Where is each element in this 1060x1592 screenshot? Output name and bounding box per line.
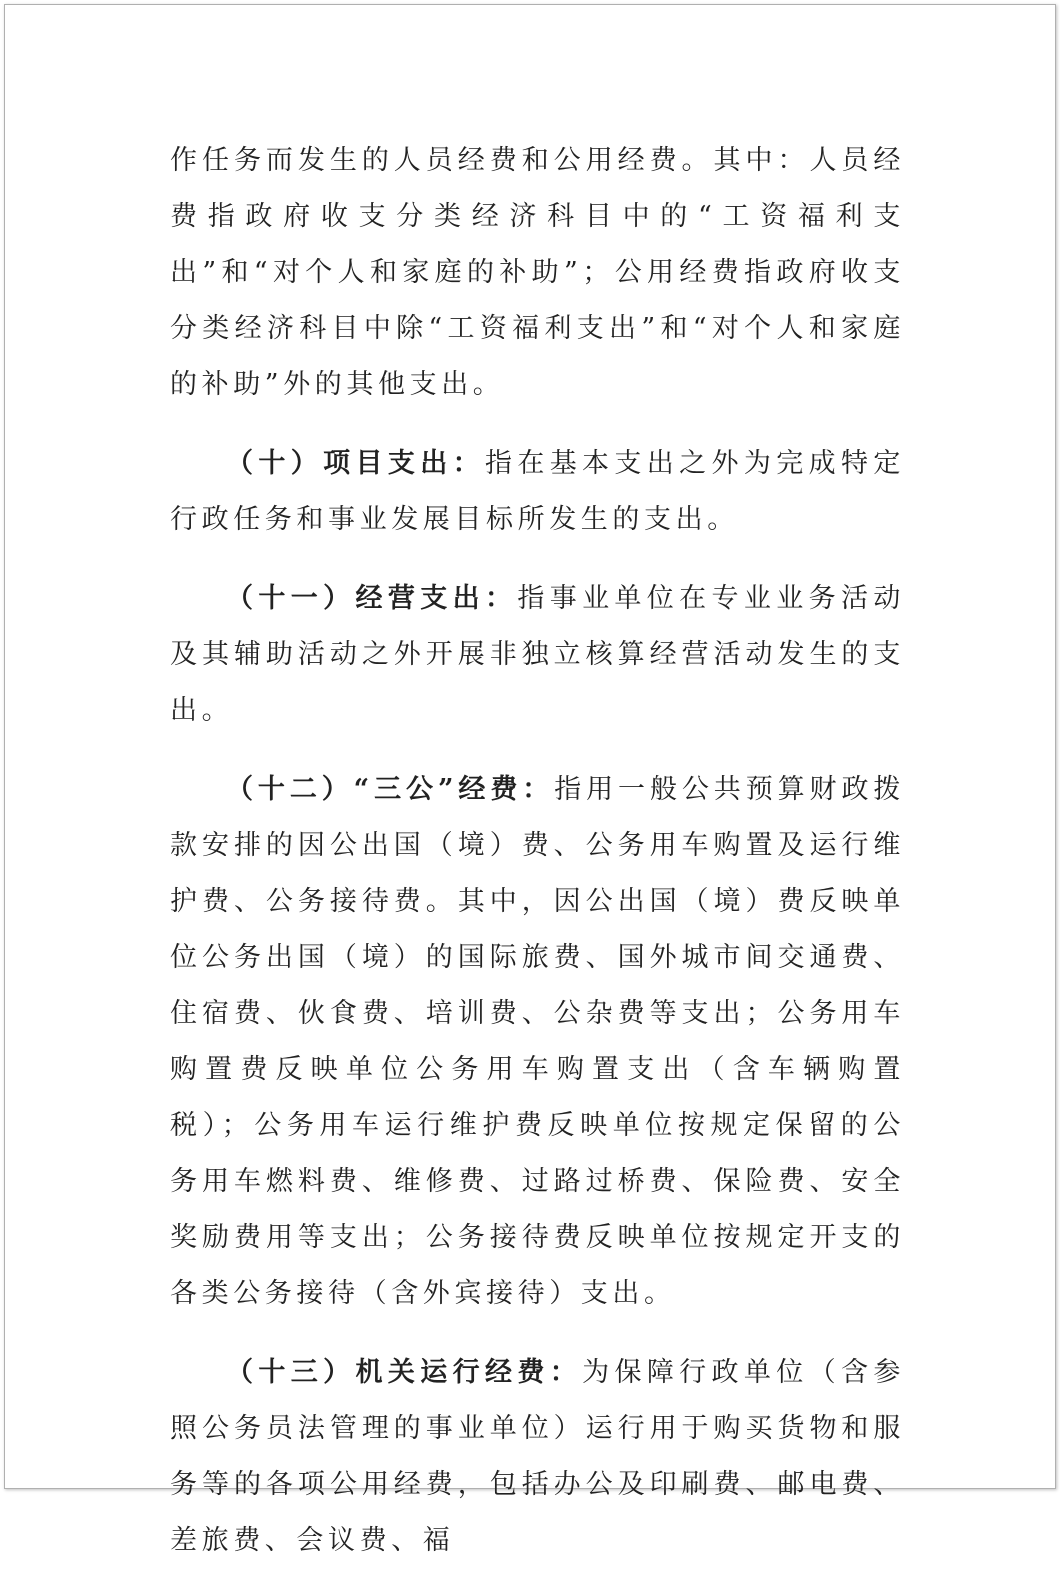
- paragraph-text: 指用一般公共预算财政拨款安排的因公出国（境）费、公务用车购置及运行维护费、公务接待费。其中，因公出国（境）费反映单位公务出国（境）的国际旅费、国外城市间交通费、住宿费、伙食费、培训费、公杂费等支出；公务用车购置费反映单位公务用车购置支出（含车辆购置税）；公务用车运行维护费反映单位按规定保留的公务用车燃料费、维修费、过路过桥费、保险费、安全奖励费用等支出；公务接待费反映单位按规定开支的各类公务接待（含外宾接待）支出。: [170, 774, 905, 1309]
- term-heading: （十一）经营支出：: [226, 583, 518, 614]
- paragraph-project-expenditure: [170, 436, 905, 548]
- paragraph-agency-operating-funds: [170, 1345, 905, 1569]
- paragraph-operating-expenditure: [170, 571, 905, 739]
- paragraph-text: 指在基本支出之外为完成特定行政任务和事业发展目标所发生的支出。: [170, 448, 905, 535]
- paragraph-three-public-expenses: [170, 762, 905, 1322]
- term-heading: （十二）“三公”经费：: [226, 774, 555, 805]
- term-heading: （十三）机关运行经费：: [226, 1357, 583, 1388]
- document-page: [4, 4, 1056, 1556]
- paragraph-text: 作任务而发生的人员经费和公用经费。其中：人员经费指政府收支分类经济科目中的“工资福利支出”和“对个人和家庭的补助”；公用经费指政府收支分类经济科目中除“工资福利支出”和“对个人和家庭的补助”外的其他支出。: [170, 145, 905, 400]
- paragraph-expense-definition: [170, 133, 905, 413]
- paragraph-text: 指事业单位在专业业务活动及其辅助活动之外开展非独立核算经营活动发生的支出。: [170, 583, 905, 726]
- document-body: [170, 133, 905, 1592]
- term-heading: （十）项目支出：: [226, 448, 485, 479]
- paragraph-text: 为保障行政单位（含参照公务员法管理的事业单位）运行用于购买货物和服务等的各项公用经费，包括办公及印刷费、邮电费、差旅费、会议费、福: [170, 1357, 906, 1556]
